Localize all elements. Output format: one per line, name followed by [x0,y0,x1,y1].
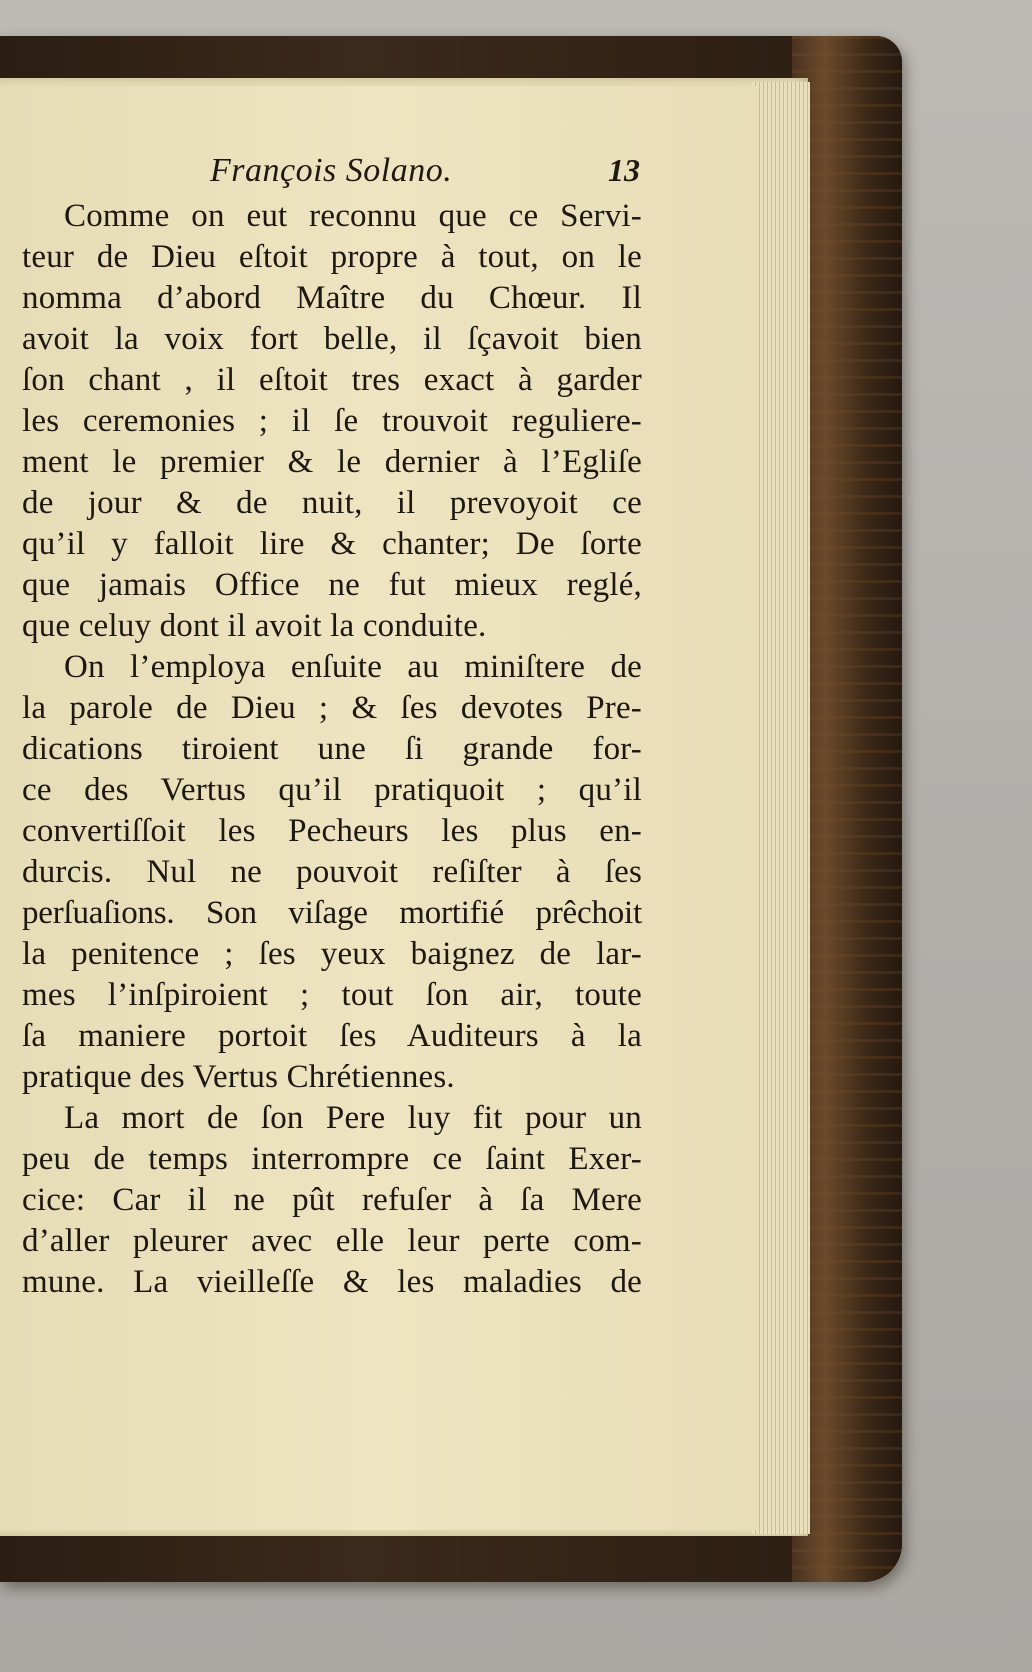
text-line: teur de Dieu eſtoit propre à tout, on le [22,239,642,275]
text-line: la penitence ; ſes yeux baignez de lar- [22,936,642,972]
text-line: avoit la voix fort belle, il ſçavoit bien [22,321,642,357]
text-line: durcis. Nul ne pouvoit reſiſter à ſes [22,854,642,890]
page-number: 13 [608,152,640,188]
text-line: que celuy dont il avoit la conduite. [22,608,487,644]
text-line: cice: Car il ne pût refuſer à ſa Mere [22,1182,642,1218]
text-line: d’aller pleurer avec elle leur perte com- [22,1223,642,1259]
text-line: ſon chant , il eſtoit tres exact à garder [22,362,642,398]
text-line: Comme on eut reconnu que ce Servi- [64,198,642,234]
page-header [0,152,660,196]
text-line: ſa maniere portoit ſes Auditeurs à la [22,1018,642,1054]
text-line: On l’employa enſuite au miniſtere de [64,649,642,685]
page-edges [752,82,810,1534]
text-line: mes l’inſpiroient ; tout ſon air, toute [22,977,642,1013]
body-text [22,196,642,1303]
text-line: convertiſſoit les Pecheurs les plus en- [22,813,642,849]
text-line: peu de temps interrompre ce ſaint Exer- [22,1141,642,1177]
text-line: dications tiroient une ſi grande for- [22,731,642,767]
text-line: pratique des Vertus Chrétiennes. [22,1059,455,1095]
text-line: La mort de ſon Pere luy fit pour un [64,1100,642,1136]
text-line: la parole de Dieu ; & ſes devotes Pre- [22,690,642,726]
text-line: qu’il y falloit lire & chanter; De ſorte [22,526,642,562]
text-line: perſuaſions. Son viſage mortifié prêchoit [22,895,642,931]
text-line: de jour & de nuit, il prevoyoit ce [22,485,642,521]
text-line: ce des Vertus qu’il pratiquoit ; qu’il [22,772,642,808]
text-line: ment le premier & le dernier à l’Egliſe [22,444,642,480]
text-line: nomma d’abord Maître du Chœur. Il [22,280,642,316]
text-line: mune. La vieilleſſe & les maladies de [22,1264,642,1300]
running-title: François Solano. [210,152,453,189]
text-line: les ceremonies ; il ſe trouvoit reguliere- [22,403,642,439]
text-line: que jamais Office ne fut mieux reglé, [22,567,642,603]
